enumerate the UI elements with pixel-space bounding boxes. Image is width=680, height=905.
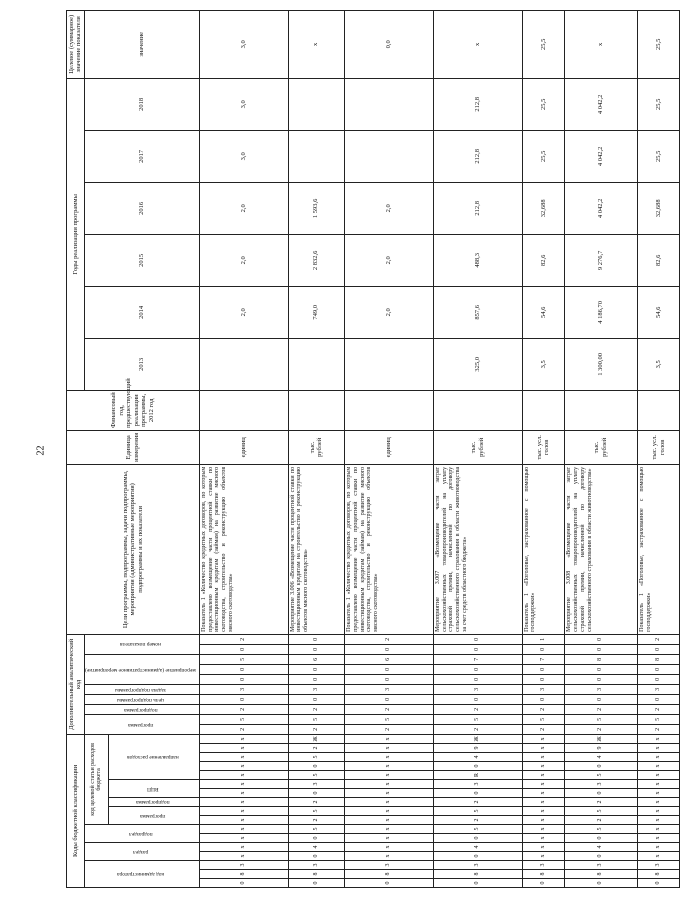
code-cell: 3 bbox=[288, 861, 344, 870]
add-code-cell: 0 bbox=[565, 664, 638, 674]
add-code-cell: 0 bbox=[199, 674, 288, 684]
add-code-cell: 2 bbox=[199, 634, 288, 644]
code-cell: 3 bbox=[637, 861, 680, 870]
year-2017: 2017 bbox=[84, 130, 199, 182]
add-code-cell: 3 bbox=[199, 684, 288, 694]
code-cell: 2 bbox=[288, 816, 344, 825]
add-code-cell: 0 bbox=[637, 674, 680, 684]
code-cell: х bbox=[522, 771, 565, 780]
add-code-cell: 2 bbox=[522, 704, 565, 714]
code-cell: 3 bbox=[433, 780, 522, 789]
code-cell: 5 bbox=[288, 771, 344, 780]
add-code-cell: 0 bbox=[433, 634, 522, 644]
fin-year-cell bbox=[522, 390, 565, 430]
code-cell: х bbox=[637, 807, 680, 816]
code-cell: 0 bbox=[522, 879, 565, 888]
add-code-cell: 2 bbox=[565, 704, 638, 714]
additional-code-title: Дополнительный аналитический код bbox=[67, 634, 85, 734]
code-cell: х bbox=[199, 825, 288, 834]
goal-text: Показатель 1 «Поголовье, застрахованное с помощью господдержки» bbox=[637, 464, 680, 634]
add-code-cell: 3 bbox=[344, 684, 433, 694]
fin-year-cell bbox=[288, 390, 344, 430]
code-cell: х bbox=[637, 825, 680, 834]
add-code-cell: 0 bbox=[433, 694, 522, 704]
year-value-cell: 2,0 bbox=[344, 234, 433, 286]
code-cell: 0 bbox=[288, 762, 344, 771]
add-code-cell: 0 bbox=[565, 694, 638, 704]
code-cell: Ж bbox=[288, 734, 344, 743]
programma2-label: программа bbox=[127, 721, 153, 728]
unit-cell: тыс. рублей bbox=[433, 430, 522, 464]
code-cell: х bbox=[199, 807, 288, 816]
add-code-cell: 0 bbox=[565, 644, 638, 654]
goal-text: Показатель 1 «Количество кредитных договоров, по которым предоставлено возмещение части процентной ставки по инвестиционным кредитам (займам) на развитие мясного скотоводства, строительство и реконструкцию объектов мясного скотоводства» bbox=[199, 464, 288, 634]
add-code-cell: 5 bbox=[433, 714, 522, 724]
year-value-cell: 4 042,2 bbox=[565, 78, 638, 130]
code-cell: 0 bbox=[565, 762, 638, 771]
code-cell: 5 bbox=[565, 771, 638, 780]
add-code-cell: 8 bbox=[565, 654, 638, 664]
code-cell: 3 bbox=[199, 861, 288, 870]
target-value-cell: 25,5 bbox=[522, 10, 565, 78]
add-code-cell: 0 bbox=[522, 644, 565, 654]
add-code-cell: 0 bbox=[637, 644, 680, 654]
code-cell: х bbox=[199, 798, 288, 807]
year-value-cell: 2,0 bbox=[199, 286, 288, 338]
podprogramma-label: подпрограмма bbox=[135, 799, 170, 806]
add-code-cell: 1 bbox=[522, 634, 565, 644]
fin-year-header: Финансовый год, предшествующий реализации программы, 2012 год bbox=[67, 390, 200, 430]
code-cell: х bbox=[344, 744, 433, 753]
code-cell: 8 bbox=[433, 870, 522, 879]
year-value-cell: 54,6 bbox=[637, 286, 680, 338]
code-cell: х bbox=[637, 771, 680, 780]
year-value-cell: 82,6 bbox=[522, 234, 565, 286]
add-code-cell: 5 bbox=[199, 714, 288, 724]
year-value-cell bbox=[288, 78, 344, 130]
add-code-cell: 0 bbox=[288, 694, 344, 704]
code-cell: 5 bbox=[433, 807, 522, 816]
code-cell: 2 bbox=[288, 744, 344, 753]
codes-title: Коды бюджетной классификации bbox=[67, 734, 85, 887]
add-code-cell: 0 bbox=[344, 644, 433, 654]
rotated-table-wrapper bbox=[66, 14, 666, 888]
add-code-cell: 0 bbox=[344, 674, 433, 684]
code-cell: х bbox=[522, 798, 565, 807]
add-code-cell: 6 bbox=[344, 654, 433, 664]
add-code-cell: 2 bbox=[199, 724, 288, 734]
year-2018: 2018 bbox=[84, 78, 199, 130]
target-header: Целевое (суммарное) значение показателя bbox=[67, 10, 85, 78]
year-2016: 2016 bbox=[84, 182, 199, 234]
add-code-cell: 2 bbox=[433, 704, 522, 714]
code-cell: Ж bbox=[433, 734, 522, 743]
code-cell: 2 bbox=[565, 798, 638, 807]
goal-text: Показатель 1 «Количество кредитных договоров, по которым предоставлено возмещение части процентной ставки по инвестиционным кредитам (займам) на развитие мясного скотоводства, строительство и реконструкцию объектов мясного скотоводства» bbox=[344, 464, 433, 634]
year-value-cell: 25,5 bbox=[637, 130, 680, 182]
code-cell: х bbox=[344, 762, 433, 771]
add-code-cell: 7 bbox=[433, 654, 522, 664]
add-code-cell: 2 bbox=[565, 724, 638, 734]
year-value-cell: 9 276,7 bbox=[565, 234, 638, 286]
code-cell: х bbox=[522, 762, 565, 771]
code-cell: х bbox=[199, 816, 288, 825]
code-cell: 4 bbox=[433, 753, 522, 762]
code-cell: х bbox=[199, 734, 288, 743]
goal-text: Мероприятие 3.007 «Возмещение части затрат сельскохозяйственных товаропроизводителей на уплату страховой премии, начисленной по договору сельскохозяйственного страхования в области животноводства за счет средств областного бюджета» bbox=[433, 464, 522, 634]
code-cell: х bbox=[199, 843, 288, 852]
add-code-cell: 2 bbox=[637, 704, 680, 714]
code-cell: 8 bbox=[522, 870, 565, 879]
code-cell: х bbox=[344, 852, 433, 861]
add-code-cell: 5 bbox=[288, 714, 344, 724]
year-2013: 2013 bbox=[84, 338, 199, 390]
add-code-cell: 2 bbox=[344, 634, 433, 644]
code-cell: 2 bbox=[565, 816, 638, 825]
fin-year-cell bbox=[344, 390, 433, 430]
year-value-cell: 32,688 bbox=[637, 182, 680, 234]
add-code-cell: 0 bbox=[288, 644, 344, 654]
add-code-cell: 2 bbox=[637, 634, 680, 644]
value-header: значение bbox=[84, 10, 199, 78]
code-cell: х bbox=[522, 852, 565, 861]
year-value-cell: 25,5 bbox=[637, 78, 680, 130]
code-cell: х bbox=[637, 762, 680, 771]
year-value-cell: 2,0 bbox=[199, 234, 288, 286]
target-value-cell: х bbox=[433, 10, 522, 78]
add-code-cell: 0 bbox=[433, 674, 522, 684]
year-value-cell: 1 593,6 bbox=[288, 182, 344, 234]
program-table bbox=[66, 10, 680, 888]
podrazdel-label: подраздел bbox=[128, 830, 153, 837]
code-cell: х bbox=[199, 780, 288, 789]
code-cell: х bbox=[637, 834, 680, 843]
target-value-cell: 0,0 bbox=[344, 10, 433, 78]
year-value-cell: 2 832,6 bbox=[288, 234, 344, 286]
code-cell: 0 bbox=[565, 879, 638, 888]
code-cell: 3 bbox=[565, 861, 638, 870]
year-2014: 2014 bbox=[84, 286, 199, 338]
programma-label: программа bbox=[139, 812, 166, 819]
code-cell: 3 bbox=[565, 780, 638, 789]
code-cell: х bbox=[637, 744, 680, 753]
code-cell: 8 bbox=[344, 870, 433, 879]
year-value-cell: 212,8 bbox=[433, 130, 522, 182]
table-row bbox=[344, 10, 433, 887]
unit-cell: тыс. усл. голов bbox=[522, 430, 565, 464]
add-code-cell: 5 bbox=[637, 714, 680, 724]
fin-year-cell bbox=[199, 390, 288, 430]
add-code-cell: 0 bbox=[288, 674, 344, 684]
code-cell: х bbox=[637, 852, 680, 861]
code-cell: х bbox=[199, 744, 288, 753]
code-cell: 0 bbox=[288, 852, 344, 861]
code-cell: 9 bbox=[565, 744, 638, 753]
code-cell: х bbox=[344, 753, 433, 762]
code-cell: 8 bbox=[288, 870, 344, 879]
code-cell: х bbox=[199, 789, 288, 798]
add-code-cell: 0 bbox=[199, 664, 288, 674]
add-code-cell: 2 bbox=[344, 704, 433, 714]
year-value-cell bbox=[344, 130, 433, 182]
code-cell: 9 bbox=[433, 744, 522, 753]
code-cell: х bbox=[522, 807, 565, 816]
year-value-cell bbox=[199, 338, 288, 390]
add-code-cell: 0 bbox=[344, 664, 433, 674]
target-value-cell: х bbox=[565, 10, 638, 78]
target-value-cell: х bbox=[288, 10, 344, 78]
cel-label: цель подпрограммы bbox=[116, 696, 164, 703]
zadacha-label: задача подпрограммы bbox=[114, 686, 166, 693]
add-code-cell: 0 bbox=[565, 634, 638, 644]
unit-header: Единица измерения bbox=[67, 430, 200, 464]
code-cell: 0 bbox=[433, 834, 522, 843]
code-cell: х bbox=[522, 753, 565, 762]
code-cell: 3 bbox=[522, 861, 565, 870]
add-code-cell: 2 bbox=[199, 704, 288, 714]
code-cell: х bbox=[199, 762, 288, 771]
code-cell: 8 bbox=[199, 870, 288, 879]
unit-cell: единиц bbox=[344, 430, 433, 464]
code-cell: 2 bbox=[433, 798, 522, 807]
year-value-cell: 32,688 bbox=[522, 182, 565, 234]
year-value-cell: 4 042,2 bbox=[565, 130, 638, 182]
add-code-cell: 0 bbox=[199, 694, 288, 704]
years-title: Годы реализации программы bbox=[67, 78, 85, 390]
goal-text: Показатель 1 «Поголовье, застрахованное с помощью господдержки» bbox=[522, 464, 565, 634]
code-cell: 0 bbox=[433, 789, 522, 798]
add-code-cell: 3 bbox=[522, 684, 565, 694]
add-code-cell: 2 bbox=[433, 724, 522, 734]
code-cell: 2 bbox=[288, 798, 344, 807]
add-code-cell: 0 bbox=[522, 694, 565, 704]
year-value-cell: 2,0 bbox=[344, 286, 433, 338]
add-code-cell: 2 bbox=[288, 704, 344, 714]
year-value-cell: 25,5 bbox=[522, 78, 565, 130]
code-cell: 4 bbox=[565, 753, 638, 762]
add-code-cell: 0 bbox=[522, 664, 565, 674]
add-code-cell: 5 bbox=[199, 654, 288, 664]
code-cell: 5 bbox=[565, 807, 638, 816]
code-cell: 0 bbox=[288, 834, 344, 843]
code-cell: х bbox=[637, 789, 680, 798]
year-value-cell: 1 300,00 bbox=[565, 338, 638, 390]
year-value-cell: 82,6 bbox=[637, 234, 680, 286]
add-code-cell: 2 bbox=[637, 724, 680, 734]
add-code-cell: 0 bbox=[637, 664, 680, 674]
code-cell: 3 bbox=[288, 780, 344, 789]
add-code-cell: 3 bbox=[637, 684, 680, 694]
unit-cell: тыс. рублей bbox=[288, 430, 344, 464]
code-cell: 0 bbox=[565, 789, 638, 798]
goals-header: Цели программы, подпрограммы, задачи подпрограммы, мероприятия (административные мероприятия) подпрограммы и их показатели bbox=[67, 464, 200, 634]
code-cell: 0 bbox=[565, 852, 638, 861]
code-cell: 5 bbox=[288, 807, 344, 816]
year-value-cell: 2,0 bbox=[199, 182, 288, 234]
add-code-cell: 5 bbox=[522, 714, 565, 724]
code-cell: 4 bbox=[288, 843, 344, 852]
code-cell: 0 bbox=[288, 789, 344, 798]
add-code-cell: 5 bbox=[344, 714, 433, 724]
code-cell: R bbox=[433, 771, 522, 780]
nomer-label: номер показателя bbox=[119, 641, 161, 648]
table-row bbox=[637, 10, 680, 887]
table-row bbox=[565, 10, 638, 887]
code-cell: 5 bbox=[433, 825, 522, 834]
code-cell: х bbox=[344, 780, 433, 789]
napravlenie-label: направление расходов bbox=[126, 754, 179, 761]
add-code-cell: 0 bbox=[288, 664, 344, 674]
add-code-cell: 0 bbox=[433, 644, 522, 654]
goal-text: Мероприятие 3.008 «Возмещение части затрат сельскохозяйственных товаропроизводителей на уплату страховой премии, начисленной по договору сельскохозяйственного страхования в области животноводства» bbox=[565, 464, 638, 634]
code-cell: х bbox=[199, 852, 288, 861]
table-row bbox=[433, 10, 522, 887]
code-cell: х bbox=[344, 789, 433, 798]
code-cell: Ж bbox=[565, 734, 638, 743]
code-cell: х bbox=[344, 798, 433, 807]
code-cell: х bbox=[344, 816, 433, 825]
code-cell: 8 bbox=[565, 870, 638, 879]
add-code-cell: 3 bbox=[288, 684, 344, 694]
code-cell: 0 bbox=[199, 879, 288, 888]
code-cell: х bbox=[344, 834, 433, 843]
year-value-cell: 4 042,2 bbox=[565, 182, 638, 234]
code-cell: х bbox=[522, 816, 565, 825]
code-cell: 2 bbox=[433, 816, 522, 825]
add-code-cell: 0 bbox=[199, 644, 288, 654]
fin-year-cell bbox=[637, 390, 680, 430]
add-code-cell: 0 bbox=[288, 634, 344, 644]
target-value-cell: 3,0 bbox=[199, 10, 288, 78]
fin-year-cell bbox=[433, 390, 522, 430]
year-value-cell: 3,0 bbox=[199, 130, 288, 182]
code-cell: 0 bbox=[288, 879, 344, 888]
year-value-cell: 857,6 bbox=[433, 286, 522, 338]
year-value-cell: 3,5 bbox=[637, 338, 680, 390]
year-value-cell: 3,5 bbox=[522, 338, 565, 390]
code-cell: х bbox=[199, 834, 288, 843]
code-cell: 0 bbox=[433, 852, 522, 861]
year-value-cell: 212,8 bbox=[433, 182, 522, 234]
code-cell: 0 bbox=[344, 879, 433, 888]
year-value-cell: 54,6 bbox=[522, 286, 565, 338]
year-2015: 2015 bbox=[84, 234, 199, 286]
code-cell: х bbox=[522, 744, 565, 753]
year-value-cell bbox=[288, 338, 344, 390]
add-code-cell: 0 bbox=[522, 674, 565, 684]
year-value-cell: 749,0 bbox=[288, 286, 344, 338]
code-cell: х bbox=[344, 843, 433, 852]
year-value-cell: 3,0 bbox=[199, 78, 288, 130]
code-cell: 0 bbox=[433, 879, 522, 888]
code-cell: х bbox=[344, 807, 433, 816]
code-cell: х bbox=[522, 780, 565, 789]
year-value-cell: 325,0 bbox=[433, 338, 522, 390]
add-code-cell: 8 bbox=[637, 654, 680, 664]
year-value-cell: 2,0 bbox=[344, 182, 433, 234]
target-value-cell: 25,5 bbox=[637, 10, 680, 78]
fin-year-cell bbox=[565, 390, 638, 430]
add-code-cell: 0 bbox=[565, 674, 638, 684]
add-code-cell: 2 bbox=[344, 724, 433, 734]
code-cell: х bbox=[344, 825, 433, 834]
podprogramma2-label: подпрограмма bbox=[123, 706, 158, 713]
add-code-cell: 3 bbox=[565, 684, 638, 694]
add-code-cell: 2 bbox=[522, 724, 565, 734]
razdel-label: раздел bbox=[132, 848, 148, 855]
code-cell: 8 bbox=[637, 870, 680, 879]
code-cell: х bbox=[637, 734, 680, 743]
add-code-cell: 2 bbox=[288, 724, 344, 734]
add-code-cell: 5 bbox=[565, 714, 638, 724]
code-cell: х bbox=[637, 843, 680, 852]
code-cell: 3 bbox=[344, 861, 433, 870]
code-cell: 4 bbox=[565, 843, 638, 852]
add-code-cell: 0 bbox=[344, 694, 433, 704]
code-cell: х bbox=[522, 825, 565, 834]
meropriyatie2-label: мероприятие (административное мероприятие) bbox=[84, 666, 196, 673]
unit-cell: тыс. рублей bbox=[565, 430, 638, 464]
goal-text: Мероприятие 3.006 «Возмещение части процентной ставки по инвестиционным кредитам на строительство и реконструкцию объектов мясного скотоводства» bbox=[288, 464, 344, 634]
table-row bbox=[522, 10, 565, 887]
code-cell: х bbox=[199, 753, 288, 762]
add-code-cell: 3 bbox=[433, 684, 522, 694]
unit-cell: тыс. усл. голов bbox=[637, 430, 680, 464]
code-cell: х bbox=[522, 734, 565, 743]
code-cell: х bbox=[637, 780, 680, 789]
code-cell: 5 bbox=[288, 825, 344, 834]
add-code-cell: 7 bbox=[522, 654, 565, 664]
code-cell: 5 bbox=[288, 753, 344, 762]
code-cell: х bbox=[522, 843, 565, 852]
year-value-cell: 212,8 bbox=[433, 78, 522, 130]
code-cell: х bbox=[522, 834, 565, 843]
code-cell: х bbox=[637, 753, 680, 762]
table-row bbox=[199, 10, 288, 887]
code-cell: х bbox=[637, 816, 680, 825]
code-cell: х bbox=[199, 771, 288, 780]
code-cell: х bbox=[344, 771, 433, 780]
add-code-cell: 0 bbox=[433, 664, 522, 674]
year-value-cell bbox=[288, 130, 344, 182]
code-cell: 0 bbox=[637, 879, 680, 888]
unit-cell: единиц bbox=[199, 430, 288, 464]
code-cell: х bbox=[522, 789, 565, 798]
year-value-cell bbox=[344, 338, 433, 390]
code-admin-label: код администратора bbox=[116, 871, 164, 878]
vcp-label: ВЦП bbox=[146, 785, 159, 792]
code-cell: 0 bbox=[565, 834, 638, 843]
year-value-cell: 4 186,70 bbox=[565, 286, 638, 338]
code-cell: 4 bbox=[433, 843, 522, 852]
table-row bbox=[288, 10, 344, 887]
add-code-cell: 6 bbox=[288, 654, 344, 664]
code-cell: 0 bbox=[433, 762, 522, 771]
code-cell: х bbox=[344, 734, 433, 743]
code-cell: 5 bbox=[565, 825, 638, 834]
code-cell: х bbox=[637, 798, 680, 807]
year-value-cell bbox=[344, 78, 433, 130]
kcsr-label: код целевой статьи расходов бюджета bbox=[84, 734, 108, 824]
code-cell: 3 bbox=[433, 861, 522, 870]
add-code-cell: 0 bbox=[637, 694, 680, 704]
year-value-cell: 25,5 bbox=[522, 130, 565, 182]
page-number: 22 bbox=[35, 445, 47, 456]
year-value-cell: 488,3 bbox=[433, 234, 522, 286]
